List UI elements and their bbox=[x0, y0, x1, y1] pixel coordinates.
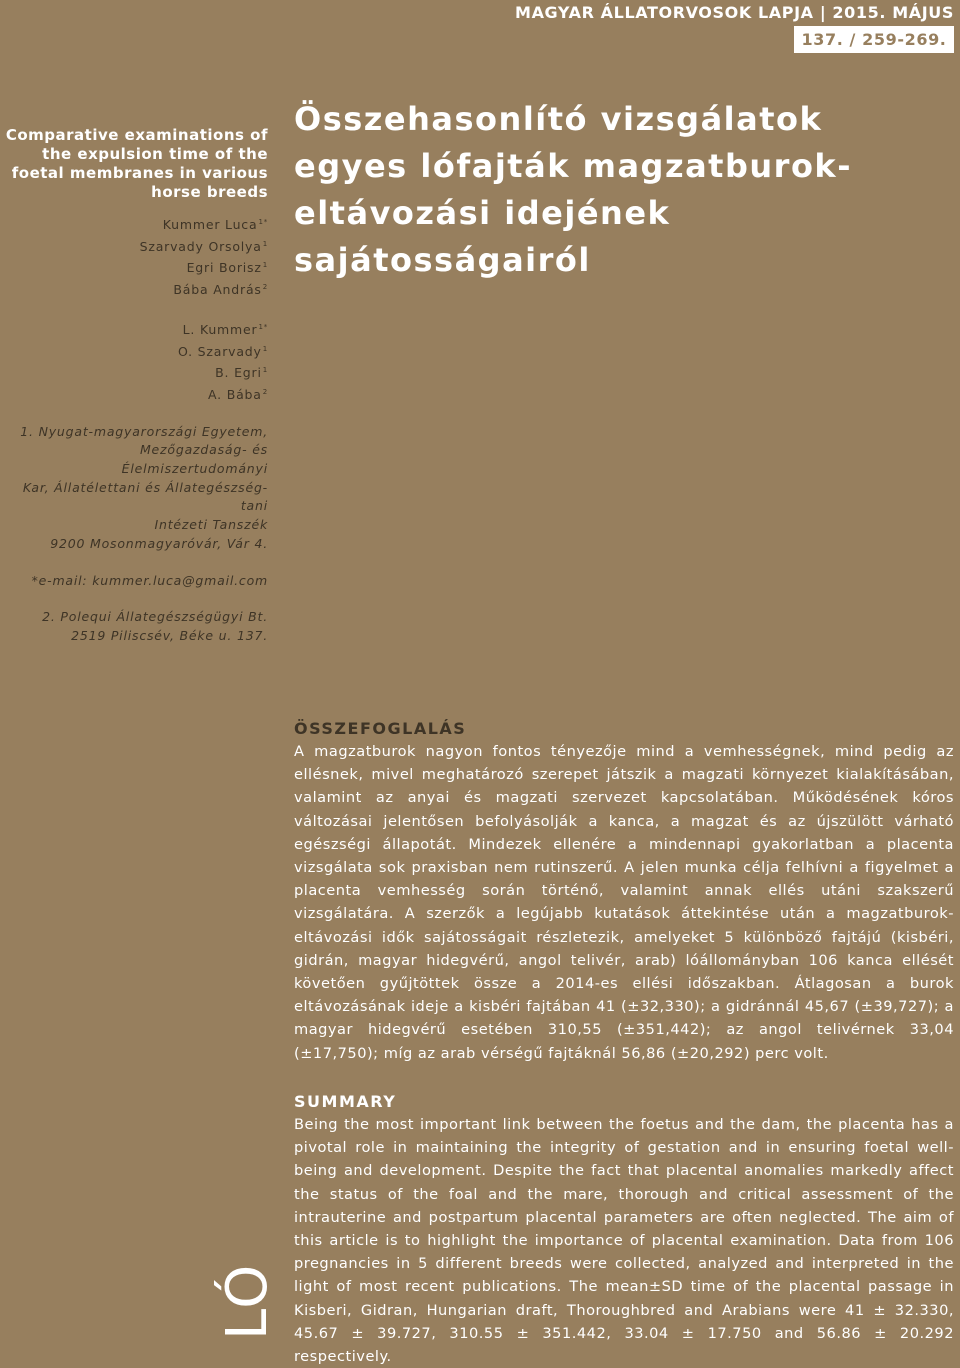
author: Szarvady Orsolya$^1$ bbox=[139, 238, 268, 254]
short-author: O. Szarvady$^1$ bbox=[177, 343, 268, 359]
left-column bbox=[4, 126, 268, 646]
short-author: L. Kummer$^{1*}$ bbox=[182, 321, 268, 337]
affiliation-line: 2. Polequi Állategészségügyi Bt. bbox=[42, 609, 268, 625]
abstract-text: A magzatburok nagyon fontos tényezője mind a vemhességnek, mind pedig az ellésnek, mivel meghatározó szerepet játszik a magzati környezet kialakításában, valamint az anyai és magzati szervezet kapcsolatában. Működésének kóros változásai jelentősen befolyásolják a kanca, a magzat és az újszülött várható egészségi állapotát. Mindezek ellenére a mindennapi gyakorlatban a placenta vizsgálata sok praxisban nem rutinszerű. A jelen munka célja felhívni a figyelmet a placenta vemhesség során történő, valamint annak ellés utáni szakszerű vizsgálatára. A szerzők a legújabb kutatások áttekintése után a magzatburok-eltávozási idők sajátosságait részletezik, amelyeket 5 különböző fajtájú (kisbéri, gidrán, magyar hidegvérű, angol telivér, arab) lóállományban 106 kanca ellését követően gyűjtöttek össze a 2014-es ellési időszakban. Átlagosan a burok eltávozásának ideje a kisbéri fajtában 41 (±32,330); a gidránnál 45,67 (±39,727); a magyar hidegvérű esetében 310,55 (±351,442); az angol telivérnek 33,04 (±17,750); míg az arab vérségű fajtáknál 56,86 (±20,292) perc volt. bbox=[294, 743, 954, 1062]
affiliation-line: Intézeti Tanszék bbox=[154, 517, 268, 533]
affiliation-1 bbox=[4, 423, 268, 554]
hungarian-title: Összehasonlító vizsgálatok egyes lófajták magzatburok-eltávozási idejének sajátosságairól bbox=[294, 100, 852, 279]
affiliation-line: 1. Nyugat-magyarországi Egyetem, bbox=[20, 423, 268, 439]
abstract-english bbox=[294, 1091, 954, 1368]
abstract-heading: ÖSSZEFOGLALÁS bbox=[294, 719, 467, 738]
short-author-list bbox=[4, 318, 268, 405]
summary-text: Being the most important link between the foetus and the dam, the placenta has a pivotal role in maintaining the integrity of gestation and in ensuring foetal well-being and development. Despite the fact that placental anomalies markedly affect the status of the foal and the mare, thorough and critical assessment of the intrauterine and postpartum placental parameters are often neglected. The aim of this article is to highlight the importance of placental examination. Data from 106 pregnancies in 5 different breeds were collected, analyzed and interpreted in the light of most recent publications. The mean±SD time of the placental passage in Kisberi, Gidran, Hungarian draft, Thoroughbred and Arabians were 41 ± 32.330, 45.67 ± 39.727, 310.55 ± 351.442, 33.04 ± 17.750 and 56.86 ± 20.292 respectively. bbox=[294, 1116, 954, 1366]
short-author: A. Bába$^2$ bbox=[208, 386, 268, 402]
section-tag bbox=[212, 1240, 280, 1345]
summary-heading: SUMMARY bbox=[294, 1092, 397, 1111]
affiliation-2 bbox=[4, 608, 268, 645]
section-tag-text: LÓ bbox=[215, 1262, 280, 1340]
author: Bába András$^2$ bbox=[173, 282, 268, 298]
short-author: B. Egri$^1$ bbox=[215, 365, 268, 381]
journal-header: MAGYAR ÁLLATORVOSOK LAPJA | 2015. MÁJUS bbox=[515, 3, 954, 22]
english-title: Comparative examinations of the expulsion time of the foetal membranes in various horse breeds bbox=[5, 126, 268, 201]
email: *e-mail: kummer.luca@gmail.com bbox=[31, 572, 268, 588]
page-range-badge: 137. / 259-269. bbox=[794, 26, 954, 53]
affiliation-line: 2519 Piliscsév, Béke u. 137. bbox=[71, 627, 268, 643]
affiliation-line: 9200 Mosonmagyaróvár, Vár 4. bbox=[50, 535, 268, 551]
author: Kummer Luca$^{1*}$ bbox=[162, 217, 268, 232]
author-list bbox=[4, 213, 268, 300]
author: Egri Borisz$^1$ bbox=[186, 260, 268, 276]
affiliation-line: Mezőgazdaság- és Élelmiszertudományi bbox=[121, 442, 268, 477]
abstract-hungarian bbox=[294, 718, 954, 1065]
affiliation-line: Kar, Állatélettani és Állategészség-tani bbox=[22, 479, 268, 514]
